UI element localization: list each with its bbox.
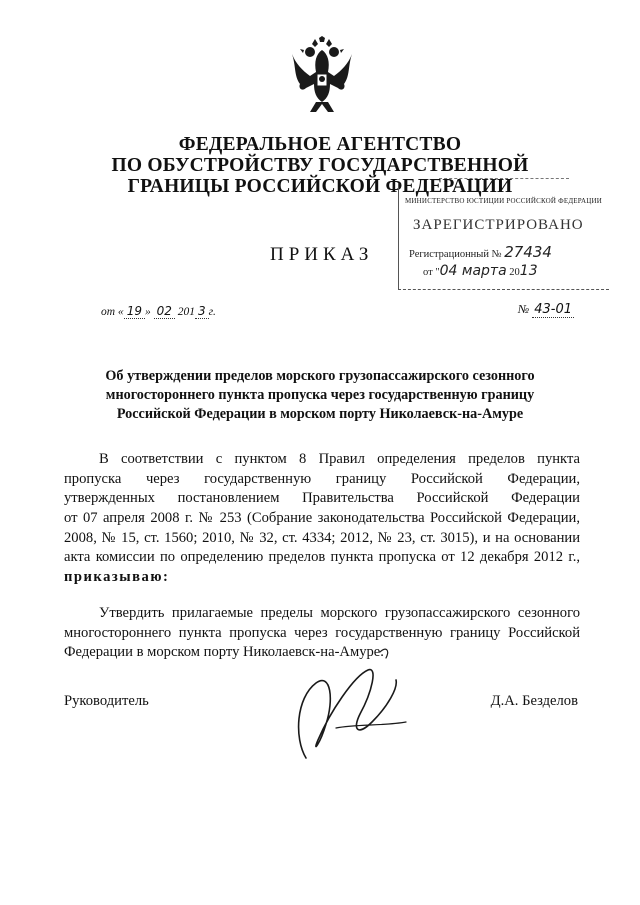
agency-line-2: ПО ОБУСТРОЙСТВУ ГОСУДАРСТВЕННОЙ — [111, 155, 529, 176]
stamp-reg-date-year: 13 — [519, 263, 538, 279]
agency-line-1: ФЕДЕРАЛЬНОЕ АГЕНТСТВО — [178, 134, 462, 155]
stamp-reg-date-day-month: 04 марта — [439, 263, 507, 279]
preamble-line: акта комиссии по определению пределов пункта пропуска от 12 декабря 2012 г., — [64, 549, 580, 566]
subject-line: Об утверждении пределов морского грузопассажирского сезонного — [105, 368, 535, 384]
order-date-prefix: от « — [101, 306, 124, 318]
preamble-line: утвержденных постановлением Правительства Российской Федерации — [64, 490, 580, 507]
resolution-line: Федерации в морском порту Николаевск-на-Амуре. — [64, 644, 384, 661]
decision-word: приказываю: — [64, 569, 170, 586]
order-date-month: 02 — [154, 304, 175, 319]
stamp-reg-date — [423, 263, 538, 279]
order-subject — [60, 367, 580, 424]
stamp-reg-date-prefix: от " — [423, 267, 440, 278]
stamp-registered: ЗАРЕГИСТРИРОВАНО — [413, 217, 584, 233]
resolution-line: Утвердить прилагаемые пределы морского грузопассажирского сезонного — [99, 605, 580, 621]
stamp-reg-number-label: Регистрационный № — [409, 249, 502, 260]
stamp-reg-date-year-suffix: 20 — [509, 267, 520, 278]
stamp-ministry: МИНИСТЕРСТВО ЮСТИЦИИ РОССИЙСКОЙ ФЕДЕРАЦИИ — [405, 197, 602, 205]
preamble-paragraph — [64, 450, 580, 588]
signer-position: Руководитель — [64, 693, 149, 709]
signer-name: Д.А. Безделов — [490, 693, 578, 709]
order-number-prefix: № — [517, 302, 530, 316]
order-date-suffix: г. — [208, 306, 216, 318]
subject-line: многостороннего пункта пропуска через государственную границу — [105, 387, 535, 403]
stamp-divider — [439, 178, 569, 179]
order-date-year-prefix: 201 — [177, 306, 195, 318]
double-headed-eagle-icon — [290, 36, 354, 114]
stamp-reg-number — [409, 243, 552, 261]
order-date — [101, 304, 216, 318]
handwritten-signature — [276, 628, 426, 778]
order-date-year-digit: 3 — [195, 304, 209, 319]
order-number — [518, 302, 574, 317]
document-type-title: ПРИКАЗ — [270, 244, 374, 265]
order-date-mid: » — [144, 306, 151, 318]
preamble-line: от 07 апреля 2008 г. № 253 (Собрание законодательства Российской Федерации, — [64, 510, 580, 527]
preamble-line: 2008, № 15, ст. 1560; 2010, № 32, ст. 4334; 2012, № 23, ст. 3015), и на основании — [64, 529, 580, 546]
resolution-line: многостороннего пункта пропуска через государственную границу Российской — [64, 624, 580, 641]
registration-stamp — [398, 183, 609, 290]
preamble-line: В соответствии с пунктом 8 Правил определения пределов пункта — [99, 451, 580, 467]
agency-line-3: ГРАНИЦЫ РОССИЙСКОЙ ФЕДЕРАЦИИ — [127, 176, 513, 197]
preamble-line: пропуска через государственную границу Российской Федерации, — [64, 470, 580, 487]
subject-line: Российской Федерации в морском порту Николаевск-на-Амуре — [116, 406, 524, 422]
order-date-day: 19 — [124, 304, 145, 319]
order-number-value: 43-01 — [534, 302, 572, 317]
stamp-reg-number-value: 27434 — [504, 243, 552, 261]
